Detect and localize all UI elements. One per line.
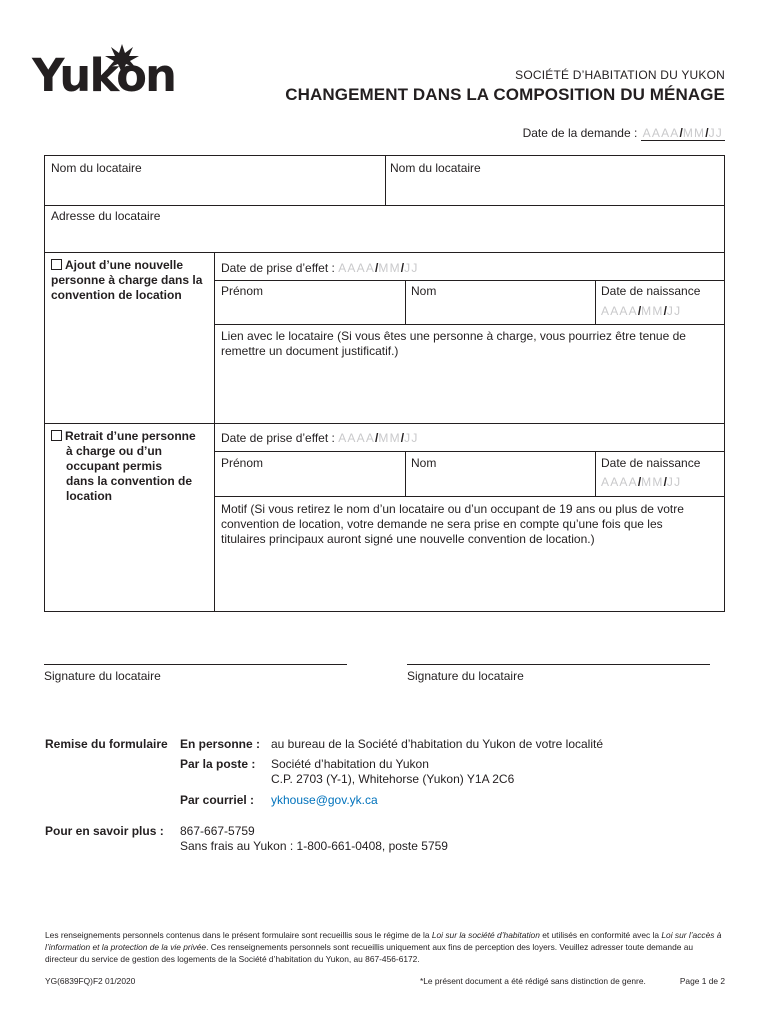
signature-label-1: Signature du locataire bbox=[44, 669, 161, 683]
year-placeholder: AAAA bbox=[601, 304, 638, 318]
remove-reason-label bbox=[221, 502, 721, 547]
month-placeholder: MM bbox=[378, 431, 401, 445]
tenant-address-label: Adresse du locataire bbox=[51, 209, 161, 223]
mail-line: Société d’habitation du Yukon bbox=[271, 757, 429, 771]
remove-label-line: occupant permis bbox=[66, 459, 163, 473]
law-title: Loi sur l’accès à l’information et la protection de la vie privée bbox=[45, 930, 722, 952]
submission-heading: Remise du formulaire bbox=[45, 737, 168, 751]
privacy-notice bbox=[45, 929, 727, 965]
reason-line: titulaires principaux auront signé une nouvelle convention de location.) bbox=[221, 532, 595, 546]
remove-last-name-label: Nom bbox=[411, 456, 437, 470]
add-last-name-label: Nom bbox=[411, 284, 437, 298]
remove-dependent-checkbox[interactable] bbox=[51, 430, 62, 441]
privacy-text: et utilisés en conformité avec la bbox=[539, 930, 662, 940]
date-separator: / bbox=[637, 475, 642, 489]
reason-line: convention de location, votre demande ne sera prise en compte qu’une fois que les bbox=[221, 517, 663, 531]
date-separator: / bbox=[400, 261, 405, 275]
in-person-label: En personne : bbox=[180, 737, 261, 751]
day-placeholder: JJ bbox=[708, 126, 723, 140]
toll-free-number: Sans frais au Yukon : 1-800-661-0408, poste 5759 bbox=[180, 839, 448, 853]
remove-dependent-option[interactable] bbox=[51, 429, 213, 504]
signature-line-2[interactable] bbox=[407, 664, 710, 665]
logo-wordmark: Yukon bbox=[32, 49, 176, 102]
add-dependent-option[interactable] bbox=[51, 258, 213, 303]
privacy-text: Les renseignements personnels contenus dans le présent formulaire sont recueillis sous le régime de la bbox=[45, 930, 432, 940]
remove-first-name-label: Prénom bbox=[221, 456, 264, 470]
privacy-text: . Ces renseignements personnels sont recueillis uniquement aux fins de perception des loyers. Veuillez adresser toute demande au directeur du service de gestion des logements de la Société d’habitation du Yukon, au 867-456-6172. bbox=[45, 942, 694, 964]
effective-date-label: Date de prise d’effet : bbox=[221, 431, 335, 445]
day-placeholder: JJ bbox=[404, 431, 419, 445]
page-number: Page 1 de 2 bbox=[679, 976, 725, 986]
date-separator: / bbox=[705, 126, 709, 140]
add-effective-date-field[interactable] bbox=[221, 261, 419, 276]
form-code: YG(6839FQ)F2 01/2020 bbox=[45, 976, 136, 986]
gender-note: *Le présent document a été rédigé sans distinction de genre. bbox=[420, 976, 646, 986]
month-placeholder: MM bbox=[641, 304, 664, 318]
law-title: Loi sur la société d’habitation bbox=[431, 930, 540, 940]
reason-line: Motif (Si vous retirez le nom d’un locataire ou d’un occupant de 19 ans ou plus de votre bbox=[221, 502, 684, 516]
add-label-line: personne à charge dans la bbox=[51, 273, 203, 287]
remove-label-line: dans la convention de bbox=[66, 474, 193, 488]
add-label-line: Ajout d’une nouvelle bbox=[65, 258, 184, 272]
add-birth-date-input[interactable] bbox=[601, 304, 681, 319]
year-placeholder: AAAA bbox=[642, 126, 680, 140]
relationship-line: Lien avec le locataire (Si vous êtes une personne à charge, vous pourriez être tenue de bbox=[221, 329, 686, 343]
signature-label-2: Signature du locataire bbox=[407, 669, 524, 683]
page-title: CHANGEMENT DANS LA COMPOSITION DU MÉNAGE bbox=[285, 85, 725, 104]
day-placeholder: JJ bbox=[666, 304, 682, 318]
date-separator: / bbox=[663, 475, 667, 489]
add-label-line: convention de location bbox=[51, 288, 182, 302]
year-placeholder: AAAA bbox=[601, 475, 638, 489]
date-separator: / bbox=[375, 431, 379, 445]
date-separator: / bbox=[679, 126, 683, 140]
mail-line: C.P. 2703 (Y-1), Whitehorse (Yukon) Y1A 2C6 bbox=[271, 772, 515, 786]
day-placeholder: JJ bbox=[404, 261, 419, 275]
remove-birth-date-label: Date de naissance bbox=[601, 456, 701, 470]
more-info-heading: Pour en savoir plus : bbox=[45, 824, 164, 838]
month-placeholder: MM bbox=[682, 126, 706, 140]
relationship-line: remettre un document justificatif.) bbox=[221, 344, 399, 358]
request-date-input[interactable] bbox=[641, 126, 725, 141]
remove-label-line: Retrait d’une personne bbox=[65, 429, 196, 443]
add-birth-date-label: Date de naissance bbox=[601, 284, 701, 298]
tenant-name-label-2: Nom du locataire bbox=[390, 161, 481, 175]
request-date-label: Date de la demande : bbox=[522, 126, 638, 140]
add-dependent-checkbox[interactable] bbox=[51, 259, 62, 270]
yukon-logo bbox=[32, 44, 176, 104]
remove-label-line: à charge ou d’un bbox=[66, 444, 163, 458]
year-placeholder: AAAA bbox=[338, 261, 376, 275]
month-placeholder: MM bbox=[378, 261, 401, 275]
date-separator: / bbox=[663, 304, 667, 318]
more-info-contacts bbox=[180, 824, 448, 854]
tenant-name-label-1: Nom du locataire bbox=[51, 161, 142, 175]
email-label: Par courriel : bbox=[180, 793, 255, 807]
year-placeholder: AAAA bbox=[338, 431, 376, 445]
phone-number: 867-667-5759 bbox=[180, 824, 255, 838]
effective-date-label: Date de prise d’effet : bbox=[221, 261, 335, 275]
day-placeholder: JJ bbox=[666, 475, 682, 489]
date-separator: / bbox=[375, 261, 379, 275]
remove-effective-date-field[interactable] bbox=[221, 431, 419, 446]
organization-name: SOCIÉTÉ D’HABITATION DU YUKON bbox=[515, 68, 725, 82]
date-separator: / bbox=[637, 304, 642, 318]
month-placeholder: MM bbox=[641, 475, 664, 489]
remove-label-line: location bbox=[66, 489, 113, 503]
email-link[interactable]: ykhouse@gov.yk.ca bbox=[271, 793, 378, 807]
request-date-field[interactable] bbox=[523, 126, 725, 141]
mail-label: Par la poste : bbox=[180, 757, 256, 771]
remove-birth-date-input[interactable] bbox=[601, 475, 681, 490]
signature-line-1[interactable] bbox=[44, 664, 347, 665]
mail-address bbox=[271, 757, 514, 787]
in-person-value: au bureau de la Société d’habitation du Yukon de votre localité bbox=[271, 737, 604, 751]
date-separator: / bbox=[400, 431, 405, 445]
form-table bbox=[44, 155, 725, 612]
add-first-name-label: Prénom bbox=[221, 284, 264, 298]
add-relationship-label bbox=[221, 329, 721, 359]
